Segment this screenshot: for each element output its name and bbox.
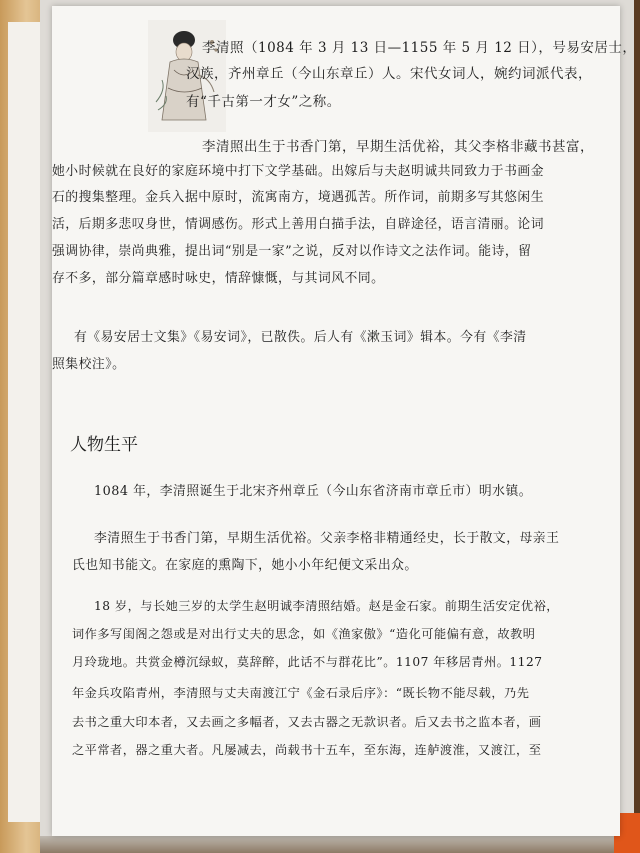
bio-line: 石的搜集整理。金兵入据中原时，流寓南方，境遇孤苦。所作词，前期多写其悠闲生 bbox=[52, 190, 544, 205]
binder-bottom-edge bbox=[40, 836, 634, 853]
intro-line: 汉族，齐州章丘（今山东章丘）人。宋代女词人，婉约词派代表， bbox=[186, 66, 592, 82]
life-line: 去书之重大印本者，又去画之多幅者，又去古器之无款识者。后又去书之监本者，画 bbox=[72, 715, 542, 729]
life-line: 词作多写闺阁之怨或是对出行丈夫的思念，如《渔家傲》“造化可能偏有意，故教明 bbox=[72, 627, 536, 641]
bio-line: 存不多，部分篇章感时咏史，情辞慷慨，与其词风不同。 bbox=[52, 271, 385, 286]
bio-line: 强调协律，崇尚典雅，提出词“别是一家”之说，反对以作诗文之法作词。能诗，留 bbox=[52, 244, 532, 259]
bio-line: 有《易安居士文集》《易安词》，已散佚。后人有《漱玉词》辑本。今有《李清 bbox=[74, 330, 527, 345]
bio-line: 她小时候就在良好的家庭环境中打下文学基础。出嫁后与夫赵明诚共同致力于书画金 bbox=[52, 164, 544, 179]
life-line: 1084 年，李清照诞生于北宋齐州章丘（今山东省济南市章丘市）明水镇。 bbox=[94, 484, 533, 499]
life-line: 月玲珑地。共赏金樽沉绿蚁，莫辞醉，此话不与群花比”。1107 年移居青州。1127 bbox=[72, 655, 543, 669]
life-line: 18 岁，与长她三岁的太学生赵明诚李清照结婚。赵是金石家。前期生活安定优裕， bbox=[94, 599, 559, 613]
intro-line: 李清照（1084 年 3 月 13 日—1155 年 5 月 12 日），号易安居士， bbox=[202, 40, 637, 56]
bio-line: 李清照出生于书香门第，早期生活优裕，其父李格非藏书甚富， bbox=[202, 139, 594, 155]
life-line: 之平常者，器之重大者。凡屡减去，尚载书十五车，至东海，连舻渡淮，又渡江，至 bbox=[72, 743, 542, 757]
bio-line: 照集校注》。 bbox=[52, 357, 126, 372]
intro-line: 有“千古第一才女”之称。 bbox=[186, 94, 341, 110]
bio-line: 活，后期多悲叹身世，情调感伤。形式上善用白描手法，自辟途径，语言清丽。论词 bbox=[52, 217, 544, 232]
life-line: 氏也知书能文。在家庭的熏陶下，她小小年纪便文采出众。 bbox=[72, 558, 418, 573]
life-line: 年金兵攻陷青州，李清照与丈夫南渡江宁《金石录后序》：“既长物不能尽载，乃先 bbox=[72, 686, 530, 700]
life-line: 李清照生于书香门第，早期生活优裕。父亲李格非精通经史，长于散文，母亲王 bbox=[94, 531, 560, 546]
section-heading: 人物生平 bbox=[70, 435, 138, 455]
